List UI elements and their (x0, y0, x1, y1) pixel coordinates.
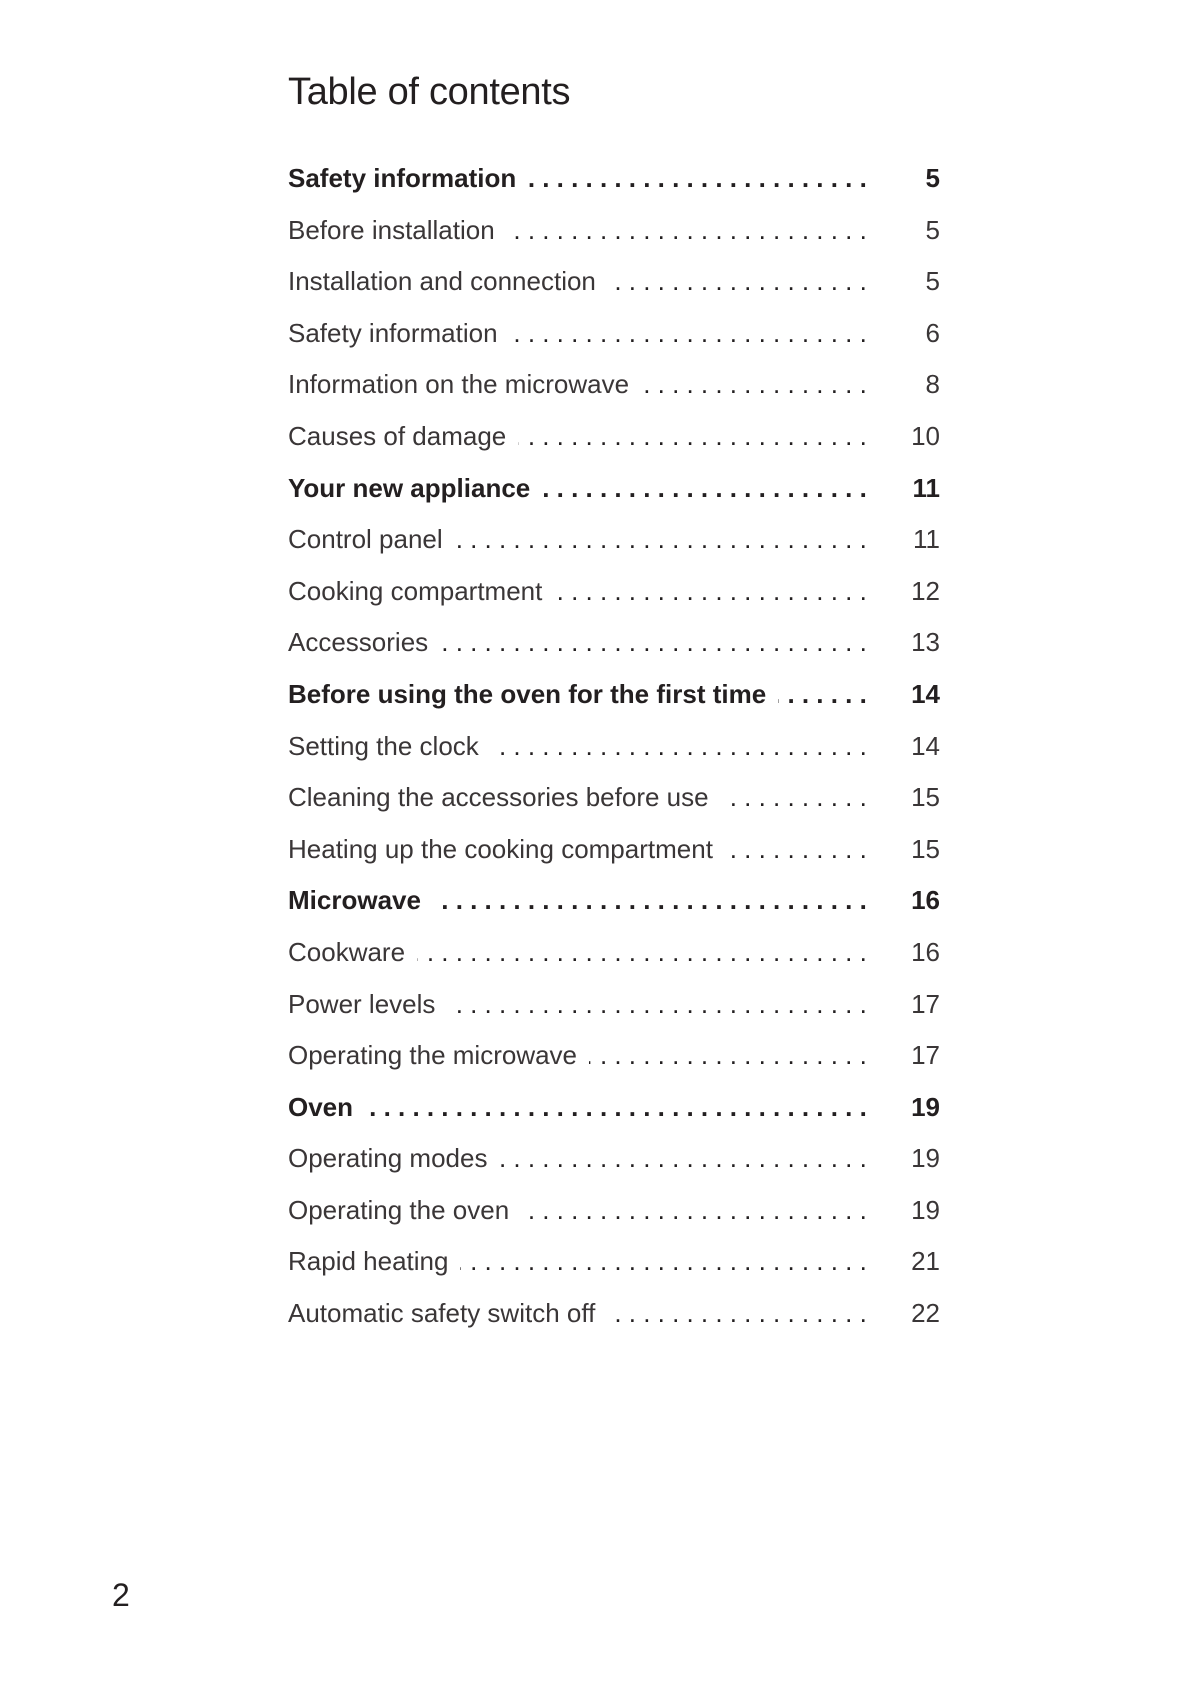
toc-entry-label: Accessories (288, 627, 874, 657)
toc-link[interactable] (288, 473, 940, 503)
toc-entry-label: Cooking compartment (288, 576, 874, 606)
toc-entry-label: Heating up the cooking compartment (288, 834, 874, 864)
toc-entry-page: 5 (925, 214, 940, 245)
toc-entry (288, 989, 940, 1041)
toc-entry-label: Oven (288, 1092, 874, 1122)
toc-link[interactable] (288, 1195, 940, 1225)
toc-link[interactable] (288, 421, 940, 451)
toc-entry (288, 937, 940, 989)
toc-entry (288, 318, 940, 370)
toc-link[interactable] (288, 731, 940, 761)
toc-link[interactable] (288, 318, 940, 348)
toc-entry-label: Safety information (288, 318, 874, 348)
toc-entry-page: 5 (925, 163, 940, 193)
toc-entry (288, 1298, 940, 1350)
toc-entry-label: Operating the oven (288, 1195, 874, 1225)
toc-link[interactable] (288, 524, 940, 554)
toc-entry (288, 1040, 940, 1092)
toc-entry-label: Causes of damage (288, 421, 874, 451)
toc-entry-label: Microwave (288, 885, 874, 915)
toc-entry (288, 1092, 940, 1144)
toc-entry (288, 473, 940, 525)
toc-link[interactable] (288, 266, 940, 296)
toc-entry (288, 1143, 940, 1195)
toc-link[interactable] (288, 627, 940, 657)
toc-link[interactable] (288, 163, 940, 193)
page-number: 2 (112, 1577, 130, 1613)
toc-entry-page: 16 (911, 885, 940, 916)
toc-entry-label: Power levels (288, 989, 874, 1019)
toc-entry-label: Before using the oven for the first time (288, 679, 874, 709)
toc-entry (288, 266, 940, 318)
toc-link[interactable] (288, 679, 940, 709)
toc-entry (288, 163, 940, 215)
toc-link[interactable] (288, 576, 940, 606)
toc-entry-label: Operating the microwave (288, 1040, 874, 1070)
toc-entry (288, 731, 940, 783)
toc-entry-page: 21 (911, 1246, 940, 1277)
toc-link[interactable] (288, 1246, 940, 1276)
toc-entry-page: 11 (913, 524, 940, 555)
toc-entry-label: Your new appliance (288, 473, 874, 503)
toc-entry-page: 14 (911, 730, 940, 761)
toc-entry (288, 215, 940, 267)
toc-entry (288, 679, 940, 731)
toc-entry-page: 22 (911, 1298, 940, 1329)
toc-entry-label: Cookware (288, 937, 874, 967)
toc-entry-label: Control panel (288, 524, 874, 554)
toc-entry-page: 17 (911, 1040, 940, 1071)
page-title: Table of contents (288, 71, 571, 113)
toc-entry-label: Automatic safety switch off (288, 1298, 874, 1328)
toc-entry-page: 5 (925, 266, 940, 297)
toc-entry-page: 6 (925, 317, 940, 348)
toc-entry-label: Operating modes (288, 1143, 874, 1173)
toc-link[interactable] (288, 215, 940, 245)
toc-link[interactable] (288, 1298, 940, 1328)
toc-entry-page: 17 (911, 988, 940, 1019)
toc-entry-label: Cleaning the accessories before use (288, 782, 874, 812)
toc-entry (288, 1195, 940, 1247)
table-of-contents (288, 163, 940, 1350)
toc-link[interactable] (288, 885, 940, 915)
toc-entry-page: 19 (911, 1091, 940, 1122)
toc-entry (288, 421, 940, 473)
toc-entry-page: 10 (911, 420, 940, 451)
toc-link[interactable] (288, 1143, 940, 1173)
toc-entry (288, 369, 940, 421)
toc-entry-page: 8 (925, 369, 940, 400)
toc-entry (288, 782, 940, 834)
toc-entry (288, 834, 940, 886)
toc-entry-page: 19 (911, 1194, 940, 1225)
toc-entry-label: Safety information (288, 163, 874, 193)
toc-link[interactable] (288, 834, 940, 864)
toc-entry-label: Installation and connection (288, 266, 874, 296)
toc-entry-page: 13 (911, 627, 940, 658)
toc-entry-page: 16 (911, 936, 940, 967)
toc-entry (288, 524, 940, 576)
toc-link[interactable] (288, 369, 940, 399)
toc-link[interactable] (288, 1040, 940, 1070)
toc-link[interactable] (288, 989, 940, 1019)
toc-entry-page: 12 (911, 575, 940, 606)
toc-entry (288, 627, 940, 679)
toc-entry-page: 15 (911, 782, 940, 813)
toc-entry-page: 11 (912, 472, 940, 503)
toc-link[interactable] (288, 782, 940, 812)
toc-link[interactable] (288, 937, 940, 967)
toc-entry-label: Before installation (288, 215, 874, 245)
toc-entry (288, 885, 940, 937)
toc-entry-label: Rapid heating (288, 1246, 874, 1276)
toc-entry-page: 15 (911, 833, 940, 864)
toc-entry-page: 19 (911, 1143, 940, 1174)
toc-entry-page: 14 (911, 678, 940, 709)
toc-link[interactable] (288, 1092, 940, 1122)
toc-entry-label: Information on the microwave (288, 369, 874, 399)
toc-entry (288, 576, 940, 628)
toc-entry (288, 1246, 940, 1298)
toc-entry-label: Setting the clock (288, 731, 874, 761)
